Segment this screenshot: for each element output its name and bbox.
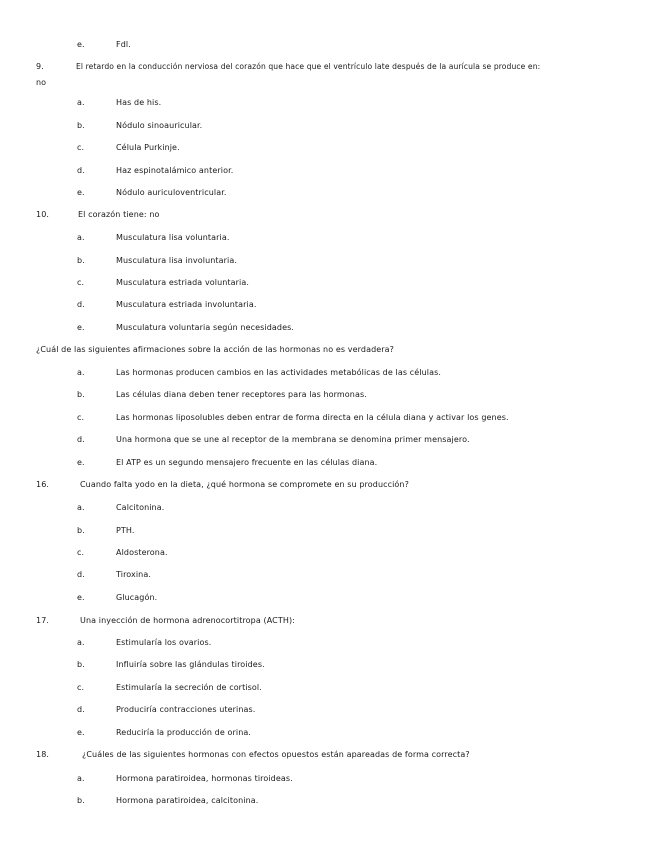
option-letter: b.: [77, 660, 85, 669]
option-text: Estimularía la secreción de cortisol.: [116, 683, 262, 692]
option-text: Musculatura voluntaria según necesidades.: [116, 323, 295, 332]
question-number: 16.: [36, 480, 50, 489]
option-letter: b.: [77, 121, 85, 130]
option-letter: a.: [77, 368, 85, 377]
option-text: Nódulo sinoauricular.: [116, 121, 203, 130]
question-number: 17.: [36, 616, 50, 625]
question-text: El retardo en la conducción nerviosa del corazón que hace que el ventrículo late después de la aurícula se produce en:: [76, 62, 541, 71]
option-letter: b.: [77, 256, 85, 265]
option-letter: a.: [77, 638, 85, 647]
question-text-continuation: no: [36, 78, 47, 87]
option-text: PTH.: [116, 526, 135, 535]
option-text: Glucagón.: [116, 593, 158, 602]
question-text: El corazón tiene: no: [78, 210, 160, 219]
option-text: Estimularía los ovarios.: [116, 638, 212, 647]
option-letter: d.: [77, 166, 85, 175]
option-text: Haz espinotalámico anterior.: [116, 166, 234, 175]
option-letter: d.: [77, 435, 85, 444]
option-letter: a.: [77, 98, 85, 107]
option-text: Célula Purkinje.: [116, 143, 180, 152]
option-text: Tiroxina.: [116, 570, 151, 579]
question-text: Una inyección de hormona adrenocortitropa (ACTH):: [80, 616, 295, 625]
option-text: Produciría contracciones uterinas.: [116, 705, 256, 714]
option-text: Reduciría la producción de orina.: [116, 728, 252, 737]
option-text: Las hormonas producen cambios en las actividades metabólicas de las células.: [116, 368, 442, 377]
option-text: Fdl.: [116, 40, 131, 49]
option-letter: d.: [77, 300, 85, 309]
option-text: Nódulo auriculoventricular.: [116, 188, 227, 197]
option-letter: e.: [77, 188, 85, 197]
option-letter: e.: [77, 728, 85, 737]
option-text: Aldosterona.: [116, 548, 168, 557]
option-text: Musculatura lisa involuntaria.: [116, 256, 238, 265]
option-letter: c.: [77, 683, 85, 692]
option-text: El ATP es un segundo mensajero frecuente en las células diana.: [116, 458, 378, 467]
option-letter: c.: [77, 278, 85, 287]
option-letter: c.: [77, 143, 85, 152]
option-letter: b.: [77, 390, 85, 399]
question-text: ¿Cuáles de las siguientes hormonas con efectos opuestos están apareadas de forma correcta?: [82, 750, 470, 759]
option-letter: a.: [77, 233, 85, 242]
option-letter: e.: [77, 40, 85, 49]
option-text: Las hormonas liposolubles deben entrar de forma directa en la célula diana y activar los genes.: [116, 413, 509, 422]
question-number: 18.: [36, 750, 50, 759]
option-letter: a.: [77, 774, 85, 783]
option-letter: c.: [77, 548, 85, 557]
option-text: Hormona paratiroidea, hormonas tiroideas.: [116, 774, 293, 783]
option-letter: e.: [77, 458, 85, 467]
option-text: Musculatura estriada involuntaria.: [116, 300, 257, 309]
option-letter: e.: [77, 323, 85, 332]
option-text: Has de his.: [116, 98, 162, 107]
question-text: ¿Cuál de las siguientes afirmaciones sobre la acción de las hormonas no es verdadera?: [36, 345, 395, 354]
option-text: Calcitonina.: [116, 503, 165, 512]
option-letter: b.: [77, 526, 85, 535]
question-number: 9.: [36, 62, 44, 71]
question-text: Cuando falta yodo en la dieta, ¿qué hormona se compromete en su producción?: [80, 480, 409, 489]
option-letter: a.: [77, 503, 85, 512]
option-letter: d.: [77, 570, 85, 579]
option-text: Musculatura lisa voluntaria.: [116, 233, 230, 242]
option-letter: c.: [77, 413, 85, 422]
option-text: Musculatura estriada voluntaria.: [116, 278, 250, 287]
option-letter: d.: [77, 705, 85, 714]
option-text: Las células diana deben tener receptores para las hormonas.: [116, 390, 367, 399]
option-text: Una hormona que se une al receptor de la membrana se denomina primer mensajero.: [116, 435, 470, 444]
option-letter: b.: [77, 796, 85, 805]
option-text: Hormona paratiroidea, calcitonina.: [116, 796, 259, 805]
question-number: 10.: [36, 210, 50, 219]
option-text: Influiría sobre las glándulas tiroides.: [116, 660, 265, 669]
option-letter: e.: [77, 593, 85, 602]
